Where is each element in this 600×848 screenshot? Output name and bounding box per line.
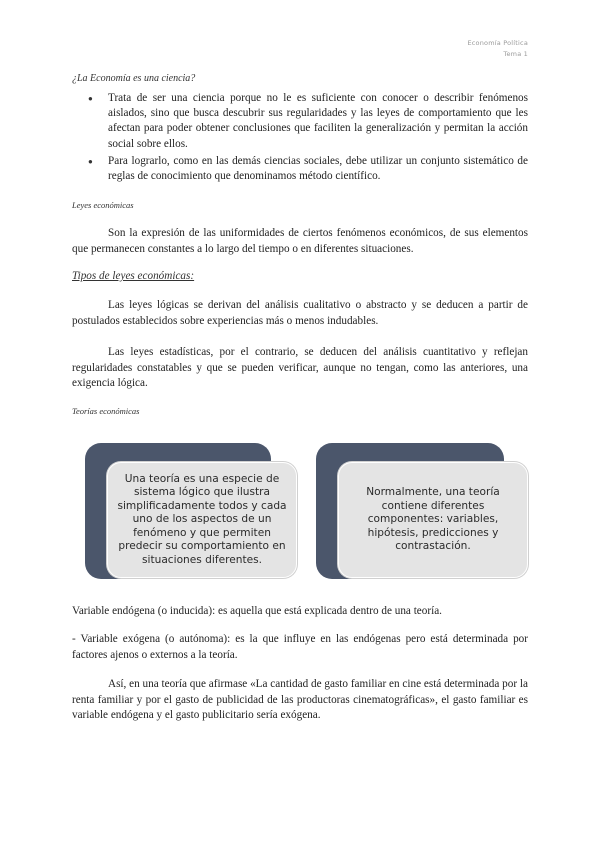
section-title-ciencia: ¿La Economía es una ciencia?: [72, 73, 196, 84]
paragraph-variable-exogena: - Variable exógena (o autónoma): es la que influye en las endógenas pero está determinada por factores ajenos o externos a la teoría.: [72, 633, 528, 661]
paragraph-leyes: Son la expresión de las uniformidades de ciertos fenómenos económicos, de sus elementos que permanecen constantes a lo largo del tiempo o en diferentes situaciones.: [72, 227, 528, 255]
list-item: ● Para lograrlo, como en las demás ciencias sociales, debe utilizar un conjunto sistemático de reglas de conocimiento que denominamos método científico.: [88, 154, 528, 184]
diagram-text-right: Normalmente, una teoría contiene diferentes componentes: variables, hipótesis, predicciones y contrastación.: [366, 486, 500, 553]
section-title-teorias: Teorías económicas: [72, 406, 140, 416]
section-title-leyes: Leyes económicas: [72, 200, 134, 210]
diagram-text-box-right: [338, 462, 528, 578]
paragraph-leyes-logicas: Las leyes lógicas se derivan del análisis cualitativo o abstracto y se deducen a partir de postulados establecidos sobre experiencias más o menos indudables.: [72, 299, 528, 327]
header-subject: Economía Política: [467, 39, 528, 47]
bullet-list: [88, 91, 528, 186]
paragraph-variable-endogena: Variable endógena (o inducida): es aquella que está explicada dentro de una teoría.: [72, 605, 442, 617]
diagram-text-box-left: [107, 462, 297, 578]
list-item: ● Trata de ser una ciencia porque no le es suficiente con conocer o describir fenómenos aislados, sino que busca descubrir sus regularidades y las leyes de comportamiento que les afectan para poder obtener conclusiones que faciliten la generalización y permitan la acción social sobre ellos.: [88, 91, 528, 152]
paragraph-ejemplo: Así, en una teoría que afirmase «La cantidad de gasto familiar en cine está determinada por la renta familiar y por el gasto de publicidad de las productoras cinematográficas», el gasto familiar es variable endógena y el gasto publicitario sería exógena.: [72, 678, 528, 721]
page-header: [467, 38, 528, 60]
paragraph-leyes-estadisticas: Las leyes estadísticas, por el contrario, se deducen del análisis cuantitativo y reflejan regularidades constatables y que se pueden verificar, aunque no tengan, como las anteriores, una exigencia lógica.: [72, 346, 528, 389]
section-title-tipos: Tipos de leyes económicas:: [72, 270, 195, 282]
diagram-text-left: Una teoría es una especie de sistema lógico que ilustra simplificadamente todos y cada uno de los aspectos de un fenómeno y que permiten predecir su comportamiento en situaciones diferentes.: [117, 473, 287, 566]
header-topic: Tema 1: [503, 50, 528, 58]
